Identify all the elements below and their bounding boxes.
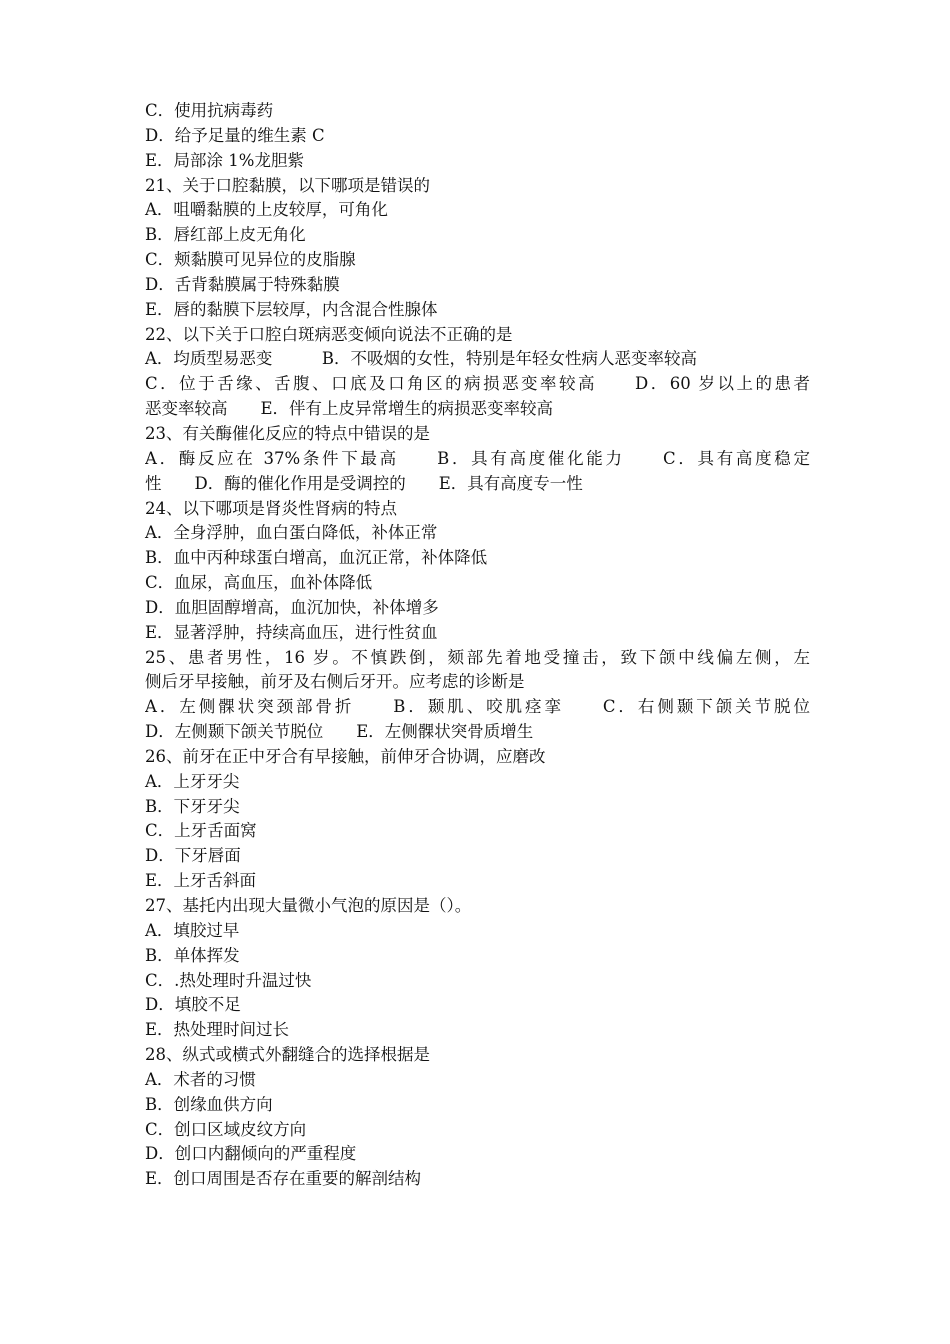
question-26: 26、前牙在正中牙合有早接触，前伸牙合协调，应磨改 [145,746,546,766]
option-d: D．舌背黏膜属于特殊黏膜 [145,274,340,294]
option-c: C．.热处理时升温过快 [145,970,312,990]
option-b: B．血中丙种球蛋白增高，血沉正常，补体降低 [145,548,488,568]
option-d: D．给予足量的维生素 C [145,125,325,145]
option-a: A．术者的习惯 [145,1069,256,1089]
option-e: E．局部涂 1%龙胆紫 [145,150,304,170]
options-line: A．酶反应在 37%条件下最高 B．具有高度催化能力 C．具有高度稳定 [145,448,810,468]
option-b: B．创缘血供方向 [145,1094,273,1114]
option-b: B．单体挥发 [145,945,240,965]
question-22: 22、以下关于口腔白斑病恶变倾向说法不正确的是 [145,324,513,344]
option-d: D．下牙唇面 [145,846,241,866]
option-c: C．上牙舌面窝 [145,821,257,841]
question-21: 21、关于口腔黏膜，以下哪项是错误的 [145,175,430,195]
options-line: 恶变率较高 E．伴有上皮异常增生的病损恶变率较高 [145,399,554,419]
question-25-continued: 侧后牙早接触，前牙及右侧后牙开。应考虑的诊断是 [145,672,525,692]
option-a: A．咀嚼黏膜的上皮较厚，可角化 [145,200,388,220]
option-e: E．热处理时间过长 [145,1020,290,1040]
option-a: A．全身浮肿，血白蛋白降低，补体正常 [145,523,438,543]
option-d: D．填胶不足 [145,995,241,1015]
question-28: 28、纵式或横式外翻缝合的选择根据是 [145,1045,430,1065]
option-c: C．颊黏膜可见异位的皮脂腺 [145,250,356,270]
option-d: D．血胆固醇增高，血沉加快，补体增多 [145,597,439,617]
options-line: C．位于舌缘、舌腹、口底及口角区的病损恶变率较高 D．60 岁以上的患者 [145,374,810,394]
option-b: B．唇红部上皮无角化 [145,225,306,245]
option-e: E．唇的黏膜下层较厚，内含混合性腺体 [145,299,438,319]
option-c: C．创口区域皮纹方向 [145,1119,307,1139]
options-line: 性 D．酶的催化作用是受调控的 E．具有高度专一性 [145,473,583,493]
option-c: C．血尿，高血压，血补体降低 [145,573,373,593]
option-b: B．下牙牙尖 [145,796,240,816]
option-d: D．创口内翻倾向的严重程度 [145,1144,357,1164]
question-27: 27、基托内出现大量微小气泡的原因是（）。 [145,896,472,915]
option-e: E．创口周围是否存在重要的解剖结构 [145,1169,422,1189]
document-body [145,99,810,1192]
option-a: A．上牙牙尖 [145,771,240,791]
option-e: E．上牙舌斜面 [145,871,257,891]
options-line: A．均质型易恶变 B．不吸烟的女性，特别是年轻女性病人恶变率较高 [145,349,698,369]
option-c: C．使用抗病毒药 [145,101,274,120]
question-23: 23、有关酶催化反应的特点中错误的是 [145,423,430,443]
option-e: E．显著浮肿，持续高血压，进行性贫血 [145,622,438,642]
options-line: D．左侧颞下颌关节脱位 E．左侧髁状突骨质增生 [145,722,534,742]
options-line: A．左侧髁状突颈部骨折 B．颞肌、咬肌痉挛 C．右侧颞下颌关节脱位 [145,697,810,717]
question-24: 24、以下哪项是肾炎性肾病的特点 [145,498,397,518]
question-25: 25、患者男性，16 岁。不慎跌倒，颏部先着地受撞击，致下颌中线偏左侧，左 [145,647,810,667]
option-a: A．填胶过早 [145,920,240,940]
